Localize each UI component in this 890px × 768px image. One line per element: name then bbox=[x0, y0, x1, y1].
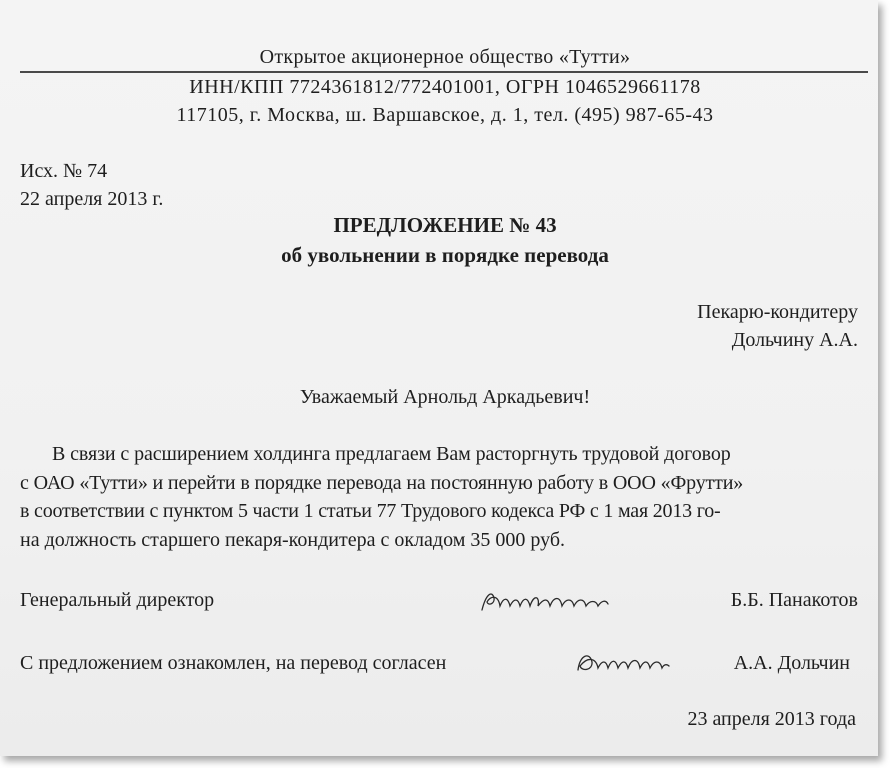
outgoing-number: Исх. № 74 bbox=[20, 160, 108, 182]
addressee-name: Дольчину А.А. bbox=[731, 329, 858, 351]
acknowledge-date: 23 апреля 2013 года bbox=[687, 708, 856, 730]
body-line-3: в соответствии с пунктом 5 части 1 статьи 77 Трудового кодекса РФ с 1 мая 2013 го- bbox=[20, 500, 721, 522]
company-requisites: ИНН/КПП 7724361812/772401001, ОГРН 1046529661178 bbox=[189, 76, 701, 98]
body-line-2: с ОАО «Тутти» и перейти в порядке перевода на постоянную работу в ООО «Фрутти» bbox=[20, 471, 744, 494]
employee-statement: С предложением ознакомлен, на перевод согласен bbox=[20, 652, 447, 674]
company-name: Открытое акционерное общество «Тутти» bbox=[259, 46, 631, 68]
body-paragraph bbox=[20, 440, 866, 554]
addressee-position: Пекарю-кондитеру bbox=[697, 301, 858, 323]
director-position: Генеральный директор bbox=[20, 589, 215, 611]
company-address: 117105, г. Москва, ш. Варшавское, д. 1, тел. (495) 987-65-43 bbox=[176, 104, 714, 126]
header-divider bbox=[20, 71, 868, 73]
director-name: Б.Б. Панакотов bbox=[730, 589, 858, 611]
body-line-4: на должность старшего пекаря-кондитера с окладом 35 000 руб. bbox=[20, 528, 566, 551]
salutation: Уважаемый Арнольд Аркадьевич! bbox=[299, 386, 591, 408]
employee-signature bbox=[574, 648, 672, 678]
document-title: ПРЕДЛОЖЕНИЕ № 43 bbox=[333, 213, 557, 237]
outgoing-date: 22 апреля 2013 г. bbox=[20, 188, 164, 210]
employee-name: А.А. Дольчин bbox=[733, 652, 850, 674]
document-subtitle: об увольнении в порядке перевода bbox=[281, 243, 609, 267]
body-line-1: В связи с расширением холдинга предлагаем Вам расторгнуть трудовой договор bbox=[52, 443, 731, 465]
director-signature bbox=[478, 586, 613, 616]
